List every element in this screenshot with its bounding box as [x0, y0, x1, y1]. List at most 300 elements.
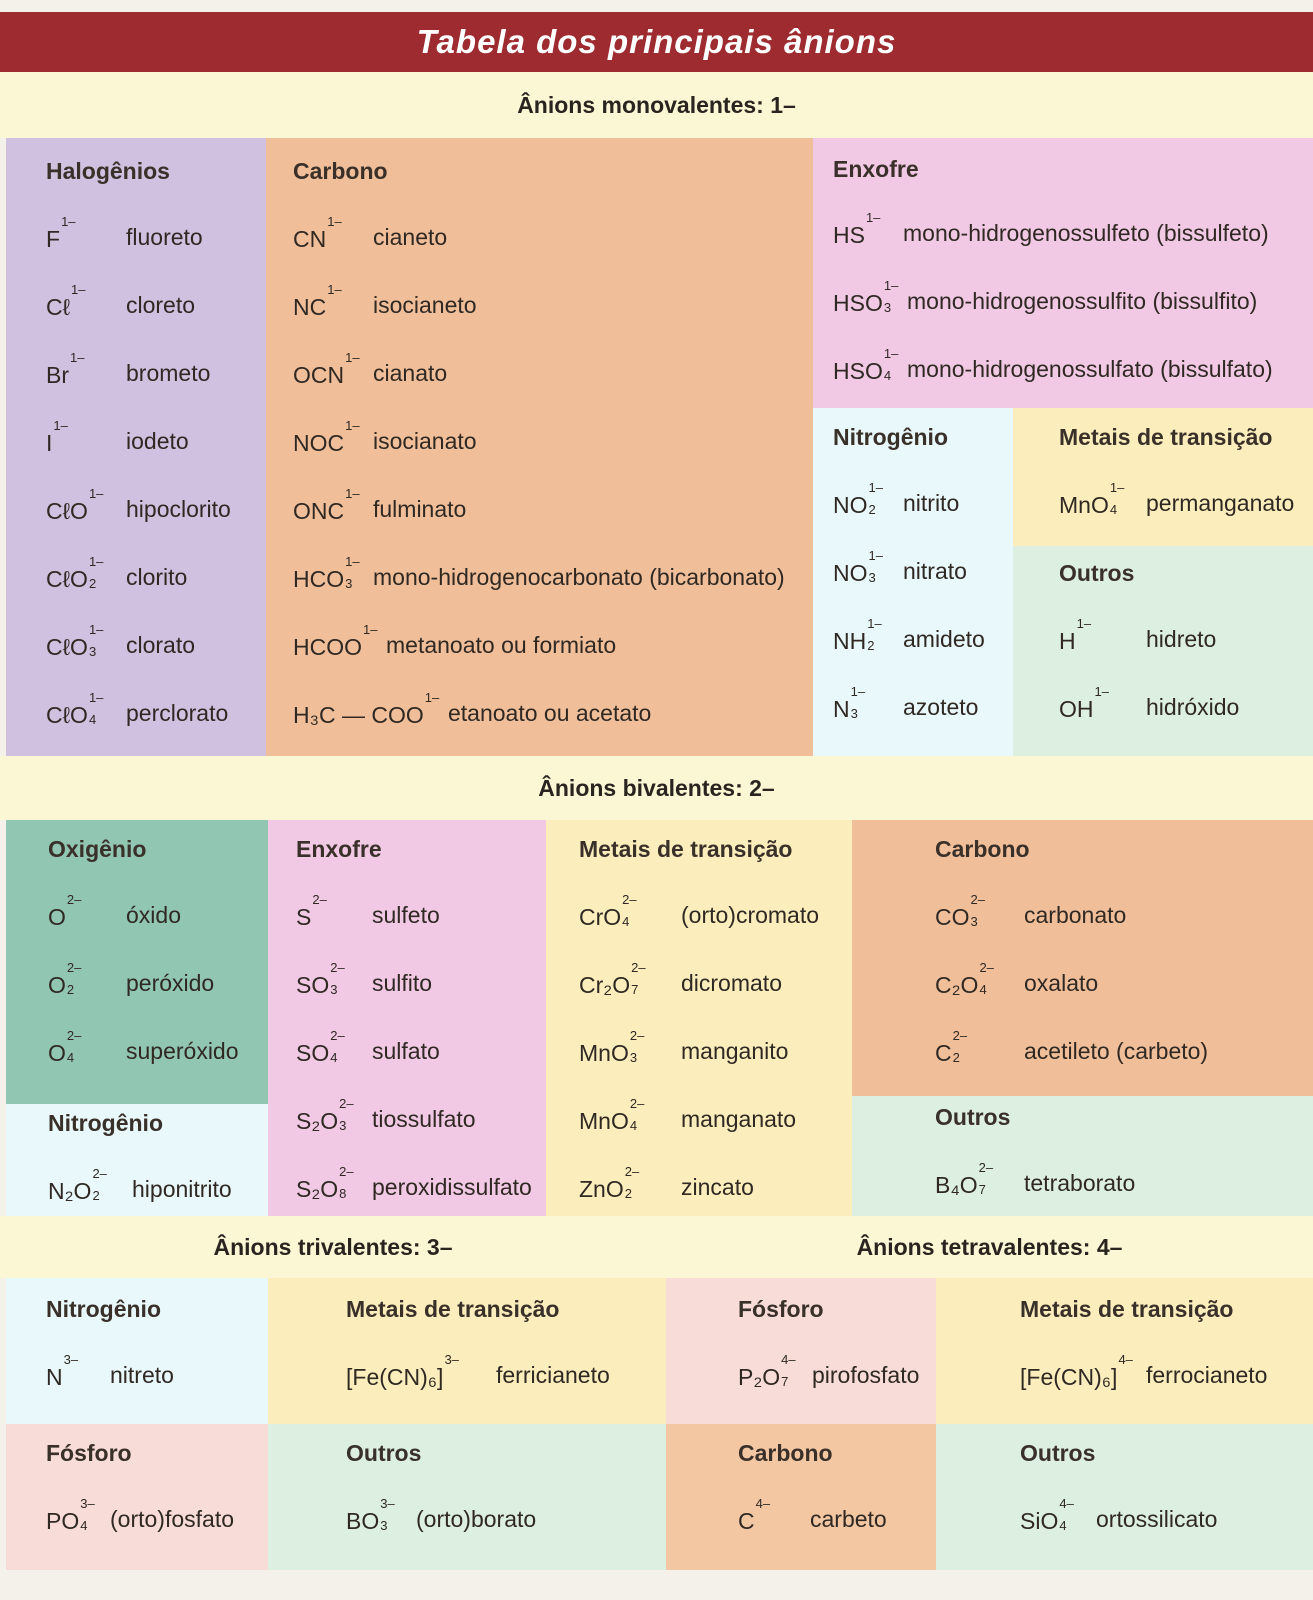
- anion-name: iodeto: [126, 428, 189, 454]
- anion-formula: [738, 1496, 771, 1535]
- formula-base: SiO: [1020, 1508, 1059, 1534]
- formula-indices: [755, 1496, 771, 1529]
- anion-name: sulfeto: [372, 902, 440, 928]
- anion-formula: [935, 1160, 994, 1199]
- anion-formula: [46, 350, 85, 389]
- formula-charge: 1–: [71, 282, 86, 297]
- formula-subscript: 2: [66, 982, 75, 997]
- anion-name: cloreto: [126, 292, 196, 318]
- formula-charge: 1–: [88, 622, 104, 637]
- anion-name: isocianeto: [373, 292, 477, 318]
- formula-indices: [69, 350, 85, 383]
- formula-indices: [344, 418, 360, 451]
- anion-formula: [935, 1028, 968, 1067]
- formula-subscript: 4: [883, 368, 892, 383]
- anion-formula: [48, 892, 82, 931]
- formula-indices: [978, 1160, 994, 1197]
- anion-formula: [833, 616, 882, 655]
- anion-formula: [579, 1028, 645, 1067]
- formula-subscript: 8: [339, 1186, 347, 1201]
- group-tri-outros: [268, 1424, 666, 1570]
- anion-name: azoteto: [903, 694, 979, 720]
- formula-subscript: 4: [88, 712, 97, 727]
- formula-base: CO: [935, 904, 970, 930]
- formula-indices: [1117, 1352, 1133, 1385]
- formula-indices: [629, 1028, 645, 1065]
- anion-formula: [935, 960, 994, 999]
- formula-base: CℓO: [46, 566, 88, 592]
- formula-charge: 2–: [979, 960, 994, 975]
- table-title: Tabela dos principais ânions: [416, 23, 897, 60]
- formula-indices: [630, 960, 646, 997]
- formula-indices: [424, 690, 440, 723]
- anion-formula: [1059, 684, 1109, 723]
- band-monovalent: [0, 72, 1313, 138]
- formula-charge: 4–: [1118, 1352, 1133, 1367]
- formula-base: [Fe(CN)₆]: [346, 1364, 444, 1390]
- formula-base: ONC: [293, 498, 345, 524]
- anion-formula: [738, 1352, 796, 1391]
- group-mono-enxofre: [813, 138, 1313, 408]
- group-mono-halogenios: [6, 138, 266, 756]
- anion-name: mono-hidrogenossulfito (bissulfito): [907, 288, 1258, 314]
- formula-indices: [66, 1028, 82, 1065]
- formula-base: HS: [833, 222, 865, 248]
- formula-base: SO: [296, 1040, 330, 1066]
- group-heading: Nitrogênio: [46, 1296, 161, 1322]
- formula-base: NC: [293, 294, 327, 320]
- anion-formula: [293, 486, 360, 525]
- formula-charge: 2–: [66, 1028, 82, 1043]
- anion-formula: [833, 684, 866, 723]
- formula-indices: [379, 1496, 395, 1533]
- anion-formula: [296, 960, 345, 999]
- formula-base: CℓO: [46, 702, 88, 728]
- anion-name: óxido: [126, 902, 181, 928]
- formula-charge: 2–: [629, 1028, 645, 1043]
- formula-charge: 1–: [363, 622, 378, 637]
- formula-indices: [883, 278, 899, 315]
- group-tri-nitrogenio: [6, 1278, 268, 1424]
- formula-charge: 1–: [345, 350, 360, 365]
- formula-subscript: 2: [624, 1186, 632, 1201]
- formula-indices: [60, 214, 76, 247]
- group-tetra-metais: [936, 1278, 1313, 1424]
- anion-name: cianeto: [373, 224, 448, 250]
- formula-subscript: 3: [883, 300, 892, 315]
- formula-indices: [63, 1352, 79, 1385]
- anion-name: amideto: [903, 626, 985, 652]
- anion-name: sulfito: [372, 970, 433, 996]
- formula-base: [Fe(CN)₆]: [1020, 1364, 1118, 1390]
- anion-formula: [296, 892, 327, 931]
- formula-subscript: 4: [80, 1518, 88, 1533]
- formula-charge: 1–: [883, 278, 899, 293]
- formula-charge: 2–: [339, 1096, 354, 1111]
- group-heading: Metais de transição: [1059, 424, 1273, 450]
- formula-subscript: 3: [339, 1118, 347, 1133]
- formula-indices: [865, 210, 881, 243]
- formula-subscript: 3: [345, 576, 353, 591]
- formula-subscript: 7: [631, 982, 639, 997]
- formula-base: N: [46, 1364, 63, 1390]
- formula-charge: 1–: [345, 554, 360, 569]
- anion-formula: [1020, 1352, 1133, 1391]
- formula-charge: 2–: [631, 960, 646, 975]
- formula-base: HCO: [293, 566, 345, 592]
- formula-indices: [66, 960, 82, 997]
- formula-subscript: 3: [850, 706, 858, 721]
- anion-formula: [296, 1096, 354, 1135]
- formula-base: MnO: [1059, 492, 1109, 518]
- anion-name: isocianato: [373, 428, 477, 454]
- formula-base: MnO: [579, 1108, 629, 1134]
- anion-name: perclorato: [126, 700, 229, 726]
- formula-base: NO: [833, 560, 868, 586]
- anion-name: nitrato: [903, 558, 967, 584]
- anion-name: fulminato: [373, 496, 467, 522]
- group-tri-metais: [268, 1278, 666, 1424]
- anion-formula: [48, 1166, 107, 1205]
- formula-base: H: [1059, 628, 1076, 654]
- anion-formula: [1020, 1496, 1074, 1535]
- formula-base: N: [833, 696, 850, 722]
- formula-base: O: [48, 1040, 66, 1066]
- anion-name: zincato: [681, 1174, 754, 1200]
- formula-subscript: 7: [781, 1374, 789, 1389]
- group-heading: Fósforo: [738, 1296, 824, 1322]
- formula-indices: [868, 548, 883, 585]
- formula-base: ZnO: [579, 1176, 624, 1202]
- formula-charge: 2–: [622, 892, 637, 907]
- formula-subscript: 3: [868, 570, 876, 585]
- anion-name: etanoato ou acetato: [448, 700, 652, 726]
- formula-charge: 2–: [629, 1096, 645, 1111]
- formula-indices: [1109, 480, 1125, 517]
- formula-base: HCOO: [293, 634, 362, 660]
- formula-base: HSO: [833, 290, 883, 316]
- anion-formula: [579, 1164, 640, 1203]
- formula-charge: 2–: [330, 960, 345, 975]
- formula-charge: 3–: [80, 1496, 95, 1511]
- anion-formula: [293, 418, 360, 457]
- anion-name: ferricianeto: [496, 1362, 610, 1388]
- anion-name: hidróxido: [1146, 694, 1240, 720]
- formula-charge: 4–: [755, 1496, 771, 1511]
- anion-formula: [293, 554, 360, 593]
- anion-formula: [346, 1496, 395, 1535]
- formula-charge: 1–: [868, 480, 883, 495]
- anion-name: tetraborato: [1024, 1170, 1136, 1196]
- formula-base: SO: [296, 972, 330, 998]
- formula-base: HSO: [833, 358, 883, 384]
- formula-charge: 4–: [1059, 1496, 1074, 1511]
- formula-charge: 4–: [781, 1352, 796, 1367]
- table-title-bar: [0, 12, 1313, 72]
- formula-base: C: [738, 1508, 755, 1534]
- formula-base: Cℓ: [46, 294, 71, 320]
- anion-name: (orto)cromato: [681, 902, 820, 928]
- anion-formula: [46, 622, 104, 661]
- anion-formula: [293, 350, 360, 389]
- anion-formula: [48, 1028, 82, 1067]
- formula-charge: 2–: [66, 892, 82, 907]
- anion-name: hipoclorito: [126, 496, 231, 522]
- anion-name: dicromato: [681, 970, 782, 996]
- group-tetra-carbono: [666, 1424, 936, 1570]
- group-heading: Fósforo: [46, 1440, 132, 1466]
- anion-name: ferrocianeto: [1146, 1362, 1268, 1388]
- formula-charge: 1–: [1109, 480, 1125, 495]
- formula-charge: 3–: [63, 1352, 79, 1367]
- anion-formula: [293, 622, 378, 661]
- anion-name: cianato: [373, 360, 448, 386]
- group-heading: Carbono: [738, 1440, 833, 1466]
- formula-indices: [621, 892, 637, 929]
- formula-indices: [1058, 1496, 1074, 1533]
- formula-base: OH: [1059, 696, 1094, 722]
- formula-indices: [91, 1166, 107, 1203]
- formula-subscript: 3: [88, 644, 97, 659]
- anion-name: clorato: [126, 632, 196, 658]
- formula-base: MnO: [579, 1040, 629, 1066]
- group-heading: Outros: [1059, 560, 1135, 586]
- anion-name: mono-hidrogenocarbonato (bicarbonato): [373, 564, 785, 590]
- formula-base: C: [935, 1040, 952, 1066]
- formula-subscript: 4: [330, 1050, 338, 1065]
- anion-formula: [833, 346, 899, 385]
- formula-charge: 2–: [92, 1166, 107, 1181]
- formula-charge: 1–: [88, 486, 104, 501]
- anion-formula: [579, 960, 646, 999]
- formula-base: S₂O: [296, 1108, 339, 1134]
- group-heading: Oxigênio: [48, 836, 147, 862]
- anion-name: pirofosfato: [812, 1362, 920, 1388]
- formula-indices: [868, 480, 883, 517]
- anion-formula: [46, 554, 104, 593]
- formula-base: I: [46, 430, 53, 456]
- formula-subscript: 3: [970, 914, 978, 929]
- formula-charge: 2–: [312, 892, 327, 907]
- formula-indices: [970, 892, 985, 929]
- formula-charge: 1–: [327, 282, 342, 297]
- formula-indices: [850, 684, 866, 721]
- formula-subscript: 4: [1109, 502, 1118, 517]
- formula-charge: 2–: [970, 892, 985, 907]
- anion-formula: [296, 1028, 345, 1067]
- formula-indices: [329, 1028, 345, 1065]
- anion-formula: [46, 214, 76, 253]
- formula-indices: [88, 690, 104, 727]
- formula-charge: 1–: [345, 418, 360, 433]
- group-heading: Metais de transição: [346, 1296, 560, 1322]
- formula-base: N₂O: [48, 1178, 92, 1204]
- formula-indices: [88, 486, 104, 519]
- group-mono-outros: [1013, 546, 1313, 756]
- formula-base: CN: [293, 226, 327, 252]
- group-heading: Nitrogênio: [48, 1110, 163, 1136]
- formula-charge: 1–: [867, 616, 882, 631]
- anion-name: mono-hidrogenossulfato (bissulfato): [907, 356, 1273, 382]
- anion-name: nitrito: [903, 490, 960, 516]
- formula-base: CℓO: [46, 634, 88, 660]
- anion-name: brometo: [126, 360, 211, 386]
- band-monovalent-label: Ânions monovalentes: 1–: [517, 91, 796, 118]
- formula-indices: [624, 1164, 640, 1201]
- formula-indices: [780, 1352, 796, 1389]
- formula-subscript: 3: [629, 1050, 638, 1065]
- formula-indices: [88, 622, 104, 659]
- anion-formula: [46, 690, 104, 729]
- formula-indices: [362, 622, 378, 655]
- band-tetravalent-label: Ânions tetravalentes: 4–: [856, 1233, 1123, 1260]
- formula-indices: [952, 1028, 968, 1065]
- formula-indices: [1094, 684, 1109, 717]
- anion-name: mono-hidrogenossulfeto (bissulfeto): [903, 220, 1269, 246]
- anion-formula: [935, 892, 985, 931]
- anion-formula: [833, 548, 883, 587]
- anion-formula: [46, 282, 86, 321]
- anion-name: (orto)borato: [416, 1506, 537, 1532]
- formula-charge: 2–: [330, 1028, 345, 1043]
- group-mono-carbono: [266, 138, 813, 756]
- formula-base: F: [46, 226, 61, 252]
- formula-charge: 1–: [70, 350, 85, 365]
- anion-name: oxalato: [1024, 970, 1099, 996]
- anion-formula: [293, 690, 440, 729]
- formula-charge: 1–: [424, 690, 440, 705]
- anion-name: permanganato: [1146, 490, 1295, 516]
- anion-formula: [46, 486, 104, 525]
- formula-subscript: 4: [979, 982, 987, 997]
- anion-formula: [833, 278, 899, 317]
- formula-indices: [344, 350, 360, 383]
- group-tetra-fosforo: [666, 1278, 936, 1424]
- anion-name: hidreto: [1146, 626, 1217, 652]
- group-mono-nitrogenio: [813, 408, 1013, 756]
- formula-indices: [329, 960, 345, 997]
- formula-charge: 1–: [53, 418, 68, 433]
- group-heading: Outros: [346, 1440, 422, 1466]
- anion-formula: [1059, 616, 1092, 655]
- group-heading: Carbono: [935, 836, 1030, 862]
- group-tetra-outros: [936, 1424, 1313, 1570]
- formula-charge: 1–: [345, 486, 360, 501]
- group-heading: Carbono: [293, 158, 388, 184]
- formula-indices: [978, 960, 994, 997]
- formula-charge: 1–: [1094, 684, 1109, 699]
- formula-indices: [52, 418, 68, 451]
- formula-subscript: 2: [868, 502, 876, 517]
- anion-name: metanoato ou formiato: [386, 632, 617, 658]
- formula-subscript: 2: [952, 1050, 960, 1065]
- formula-charge: 2–: [952, 1028, 968, 1043]
- formula-base: P₂O: [738, 1364, 781, 1390]
- formula-base: CrO: [579, 904, 622, 930]
- formula-base: NH: [833, 628, 867, 654]
- anion-name: manganato: [681, 1106, 797, 1132]
- formula-indices: [88, 554, 104, 591]
- formula-subscript: 2: [92, 1188, 100, 1203]
- formula-subscript: 4: [622, 914, 630, 929]
- formula-subscript: 4: [629, 1118, 638, 1133]
- formula-indices: [326, 282, 342, 315]
- formula-indices: [311, 892, 327, 925]
- anion-formula: [46, 1496, 95, 1535]
- anion-formula: [48, 960, 82, 999]
- group-mono-metais: [1013, 408, 1313, 546]
- anion-name: clorito: [126, 564, 188, 590]
- formula-base: O: [48, 904, 66, 930]
- formula-subscript: 3: [330, 982, 338, 997]
- anion-name: carbonato: [1024, 902, 1127, 928]
- formula-charge: 1–: [88, 690, 104, 705]
- group-heading: Enxofre: [833, 156, 919, 182]
- group-heading: Outros: [1020, 1440, 1096, 1466]
- formula-indices: [629, 1096, 645, 1133]
- formula-indices: [344, 486, 360, 519]
- group-heading: Nitrogênio: [833, 424, 948, 450]
- formula-indices: [443, 1352, 459, 1385]
- band-tetravalent: [666, 1216, 1313, 1278]
- formula-charge: 2–: [978, 1160, 994, 1175]
- anion-name: carbeto: [810, 1506, 887, 1532]
- group-bi-metais: [546, 820, 852, 1216]
- group-heading: Outros: [935, 1104, 1011, 1130]
- anion-name: manganito: [681, 1038, 789, 1064]
- formula-charge: 3–: [444, 1352, 459, 1367]
- anion-name: peróxido: [126, 970, 215, 996]
- formula-subscript: 4: [1059, 1518, 1067, 1533]
- anion-formula: [46, 1352, 79, 1391]
- group-heading: Enxofre: [296, 836, 382, 862]
- anion-name: ortossilicato: [1096, 1506, 1218, 1532]
- formula-charge: 3–: [380, 1496, 395, 1511]
- formula-subscript: 7: [978, 1182, 986, 1197]
- formula-charge: 2–: [66, 960, 82, 975]
- formula-charge: 1–: [883, 346, 899, 361]
- formula-base: C₂O: [935, 972, 979, 998]
- anion-formula: [1059, 480, 1125, 519]
- formula-indices: [79, 1496, 95, 1533]
- band-trivalent: [0, 1216, 666, 1278]
- formula-indices: [338, 1164, 354, 1201]
- anion-name: fluoreto: [126, 224, 203, 250]
- formula-base: O: [48, 972, 66, 998]
- anion-formula: [579, 1096, 645, 1135]
- group-heading: Metais de transição: [1020, 1296, 1234, 1322]
- formula-base: S: [296, 904, 312, 930]
- formula-subscript: 4: [66, 1050, 75, 1065]
- formula-subscript: 2: [88, 576, 97, 591]
- formula-base: B₄O: [935, 1172, 978, 1198]
- group-bi-carbono: [852, 820, 1313, 1096]
- formula-base: Cr₂O: [579, 972, 631, 998]
- anion-name: superóxido: [126, 1038, 239, 1064]
- group-bi-nitrogenio: [6, 1104, 268, 1216]
- anion-name: tiossulfato: [372, 1106, 476, 1132]
- band-bivalent: [0, 756, 1313, 820]
- formula-charge: 1–: [327, 214, 342, 229]
- anion-formula: [833, 480, 883, 519]
- anion-formula: [833, 210, 881, 249]
- formula-charge: 1–: [850, 684, 866, 699]
- formula-base: CℓO: [46, 498, 88, 524]
- anion-formula: [579, 892, 637, 931]
- anion-formula: [346, 1352, 459, 1391]
- formula-charge: 2–: [339, 1164, 354, 1179]
- band-trivalent-label: Ânions trivalentes: 3–: [213, 1233, 453, 1260]
